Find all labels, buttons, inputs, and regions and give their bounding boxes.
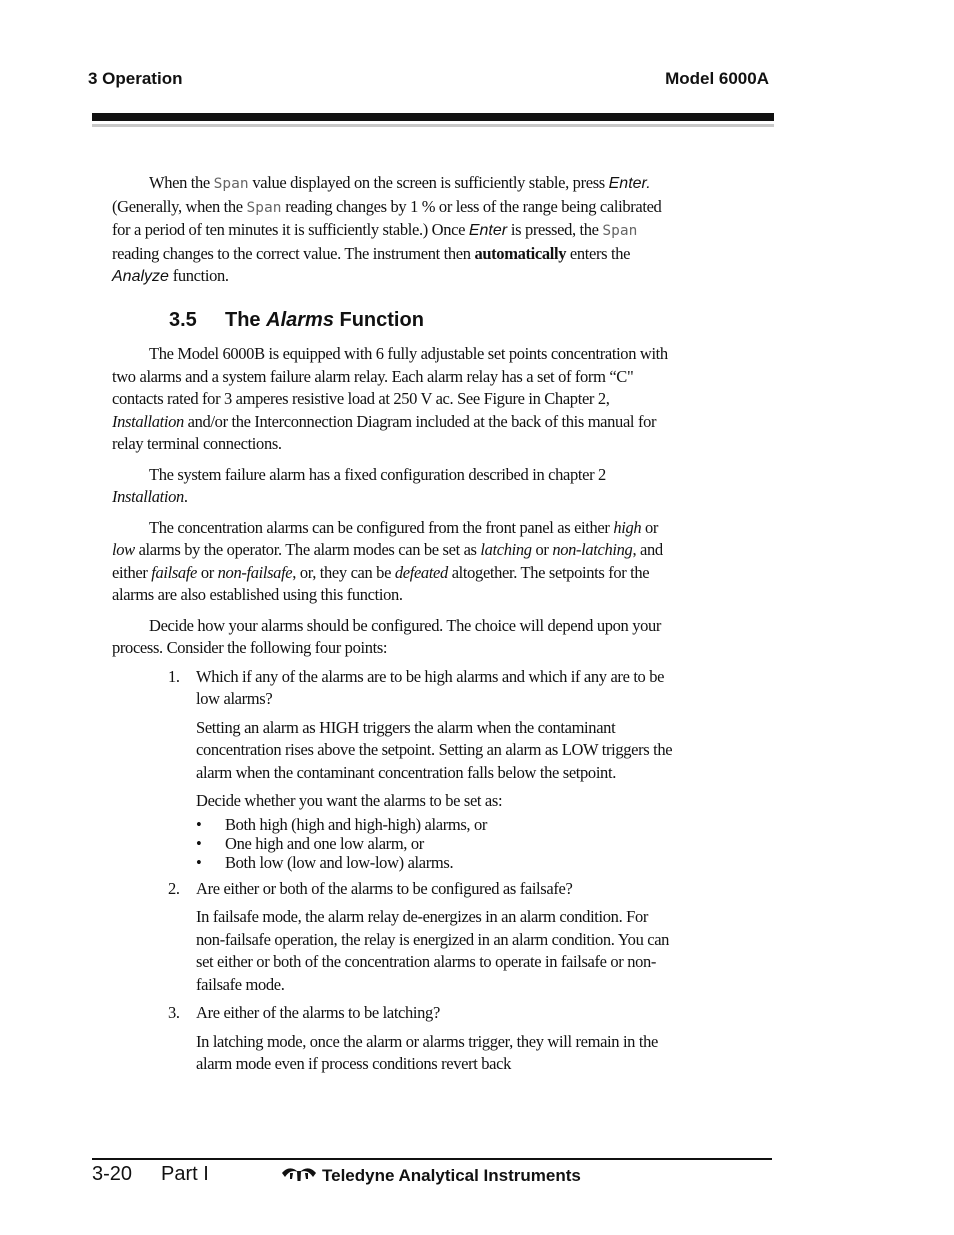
italic-non-latching: non-latching [552,540,633,559]
bullet-item [196,834,680,853]
italic-installation: Installation [112,487,184,506]
list-item [112,666,680,872]
italic-latching: latching [480,540,532,559]
italic-failsafe: failsafe [151,562,198,582]
list-explanation: In failsafe mode, the alarm relay de-energizes in an alarm condition. For non-failsafe operation, the relay is energized in an alarm condition. You can set either or both of the concentration alarms to operate in failsafe or non-failsafe mode. [196,907,670,994]
page-body [112,172,680,1082]
list-number: 1. [168,666,180,686]
text: When the [149,173,214,192]
text: , or, they can be [292,562,395,582]
text: , and either [112,540,663,582]
paragraph-span-calibration [112,172,680,289]
bullet-dot: • [196,833,202,853]
header-chapter: 3 Operation [88,69,183,88]
text: . [183,487,188,506]
list-explanation: In latching mode, once the alarm or alarms trigger, they will remain in the alarm mode even if process conditions revert back [196,1031,658,1073]
list-number: 3. [168,1003,180,1022]
footer-rule [92,1158,772,1160]
keyword-enter: Enter [468,222,508,239]
keyword-span: Span [246,199,282,216]
paragraph-alarm-modes [112,517,680,607]
italic-high: high [613,517,642,537]
text: or [641,517,659,537]
text: and/or the Interconnection Diagram included at the back of this manual for relay terminal connections. [112,411,657,453]
paragraph-system-failure [112,464,680,509]
section-title-italic: Alarms [266,308,334,331]
keyword-span: Span [213,176,249,192]
header-rule [92,113,774,121]
footer-brand: Teledyne Analytical Instruments [322,1166,581,1185]
italic-low: low [112,540,135,559]
italic-installation: Installation [112,411,184,431]
italic-defeated: defeated [394,562,448,582]
text: reading changes to the correct value. The instrument then [112,243,475,263]
footer-part: Part I [161,1163,209,1185]
italic-non-failsafe: non-failsafe [217,562,293,582]
list-question: Which if any of the alarms are to be high alarms and which if any are to be low alarms? [196,666,665,708]
bullet-item [196,853,680,872]
list-number: 2. [168,878,180,898]
text: or [197,562,218,582]
text: function. [168,266,229,285]
text: altogether. The setpoints for the alarms are also established using this function. [112,562,650,604]
text: value displayed on the screen is sufficiently stable, press [248,173,609,192]
bullet-text: Both high (high and high-high) alarms, or [225,814,487,834]
section-heading [169,309,680,332]
header-rule-shadow [92,124,774,127]
text: enters the [566,243,631,263]
bullet-list [196,815,680,872]
text: The Model 6000B is equipped with 6 fully adjustable set points concentration with two alarms and a system failure alarm relay. Each alarm relay has a set of form “C" contacts rated for 3 amperes resistive load at 250 V ac. See Figure in Chapter 2, [112,344,668,408]
section-title-pre: The [225,308,267,331]
text: reading changes by 1 % or less of the range being calibrated for a period of ten minutes it is sufficiently stable.) Once [112,196,662,239]
section-number: 3.5 [169,308,197,331]
section-title-post: Function [333,308,424,331]
list-question: Are either or both of the alarms to be configured as failsafe? [196,878,573,898]
footer-page-number: 3-20 [92,1163,133,1185]
paragraph-decide: Decide how your alarms should be configured. The choice will depend upon your process. Consider the following four points: [112,615,662,657]
list-question: Are either of the alarms to be latching? [196,1003,440,1022]
keyword-analyze: Analyze [112,268,169,285]
text: alarms by the operator. The alarm modes can be set as [134,540,481,559]
text: The concentration alarms can be configured from the front panel as either [149,517,614,537]
text: The system failure alarm has a fixed configuration described in chapter 2 [149,464,606,484]
points-list [112,666,680,1076]
bullet-item [196,815,680,834]
list-item [112,878,680,997]
text: (Generally, when the [112,196,247,216]
keyword-enter: Enter. [608,175,651,192]
list-item [112,1002,680,1076]
teledyne-logo-icon [281,1166,317,1182]
bold-automatically: automatically [474,243,567,263]
text: or [531,540,553,559]
list-explanation: Decide whether you want the alarms to be set as: [196,791,503,810]
keyword-span: Span [602,223,638,239]
list-explanation: Setting an alarm as HIGH triggers the alarm when the contaminant concentration rises above the setpoint. Setting an alarm as LOW triggers the alarm when the contaminant concentration falls below the setpoint. [196,717,673,782]
bullet-dot: • [196,814,202,834]
paragraph-alarm-overview [112,343,680,456]
bullet-dot: • [196,852,202,872]
bullet-text: One high and one low alarm, or [225,833,424,853]
bullet-text: Both low (low and low-low) alarms. [225,852,454,872]
header-model: Model 6000A [665,69,769,88]
text: is pressed, the [507,220,603,239]
